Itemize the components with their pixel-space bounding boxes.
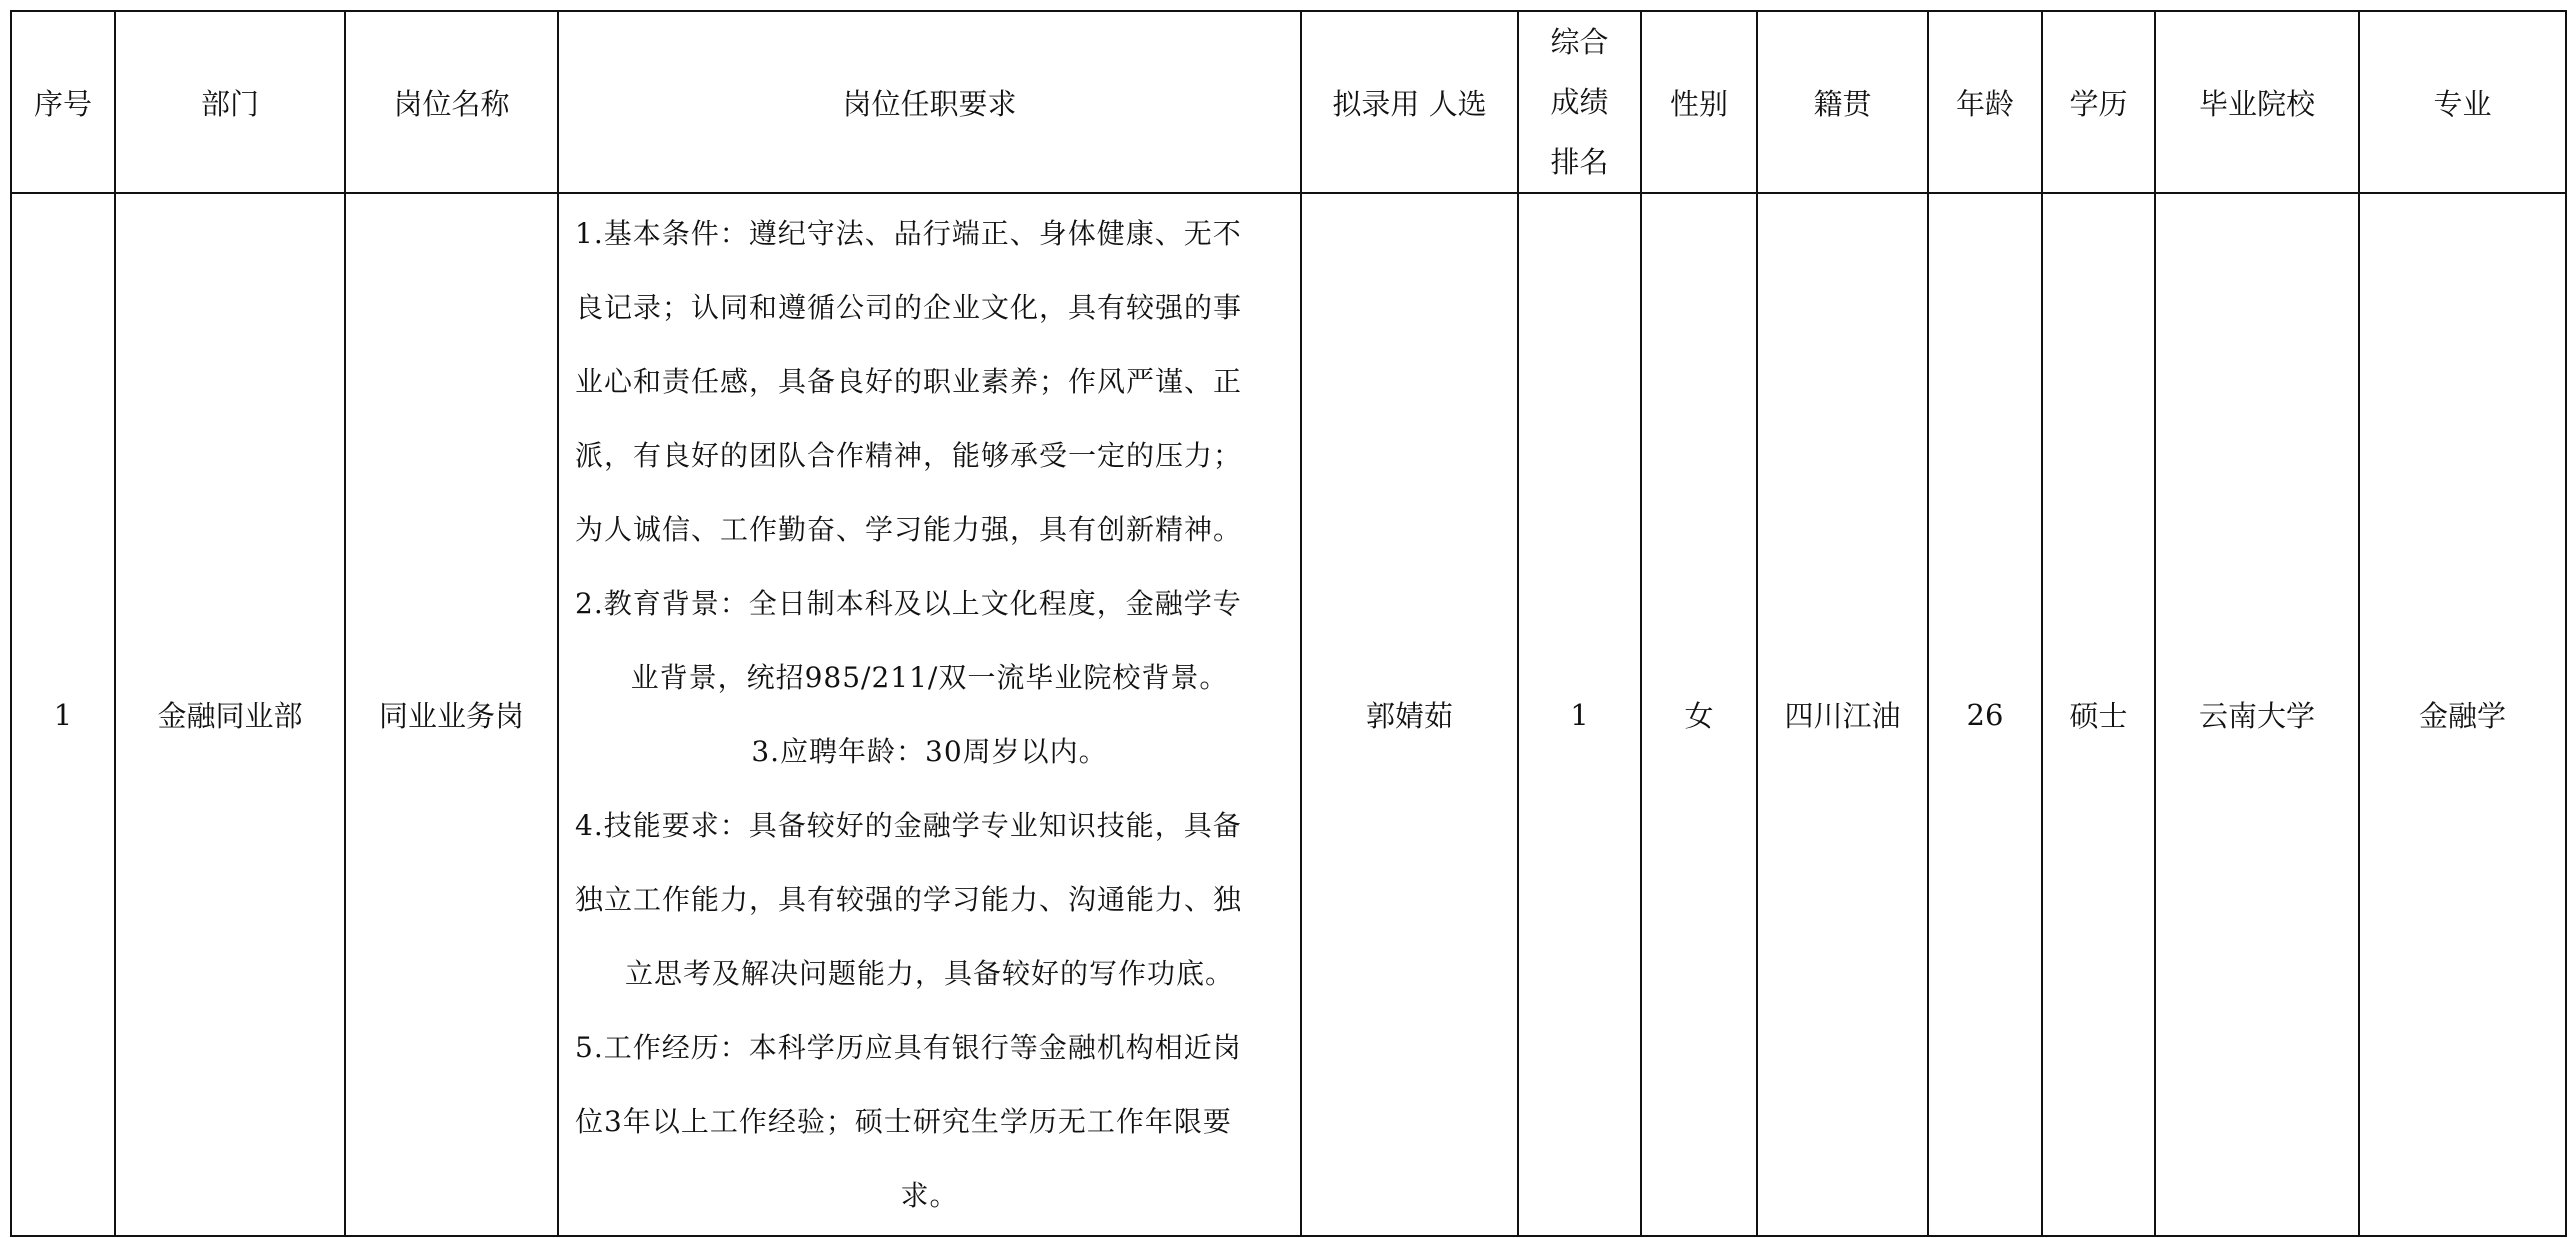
header-rank-line: 成绩 <box>1550 85 1609 119</box>
header-school: 毕业院校 <box>2155 11 2359 193</box>
cell-hometown: 四川江油 <box>1757 193 1928 1236</box>
cell-rank: 1 <box>1518 193 1641 1236</box>
cell-school: 云南大学 <box>2155 193 2359 1236</box>
header-position: 岗位名称 <box>345 11 558 193</box>
requirement-line: 1.基本条件：遵纪守法、品行端正、身体健康、无不 <box>575 216 1242 250</box>
cell-gender: 女 <box>1641 193 1757 1236</box>
cell-education: 硕士 <box>2042 193 2155 1236</box>
cell-index: 1 <box>11 193 115 1236</box>
cell-candidate: 郭婧茹 <box>1301 193 1518 1236</box>
header-age: 年龄 <box>1928 11 2042 193</box>
header-gender: 性别 <box>1641 11 1757 193</box>
cell-major: 金融学 <box>2359 193 2566 1236</box>
requirement-line: 2.教育背景：全日制本科及以上文化程度，金融学专 <box>575 586 1242 620</box>
requirement-line: 立思考及解决问题能力，具备较好的写作功底。 <box>624 956 1234 990</box>
header-rank <box>1518 11 1641 193</box>
requirement-line: 独立工作能力，具有较强的学习能力、沟通能力、独 <box>575 882 1243 916</box>
cell-department: 金融同业部 <box>115 193 345 1236</box>
table-row <box>11 193 2566 1236</box>
requirement-line: 业背景，统招985/211/双一流毕业院校背景。 <box>630 660 1229 694</box>
requirement-line: 3.应聘年龄：30周岁以内。 <box>751 734 1108 768</box>
cell-requirements <box>558 193 1301 1236</box>
header-requirements: 岗位任职要求 <box>558 11 1301 193</box>
requirement-line: 4.技能要求：具备较好的金融学专业知识技能，具备 <box>575 808 1242 842</box>
header-index: 序号 <box>11 11 115 193</box>
header-department: 部门 <box>115 11 345 193</box>
requirement-line: 位3年以上工作经验；硕士研究生学历无工作年限要 <box>575 1104 1232 1138</box>
header-candidate: 拟录用 人选 <box>1301 11 1518 193</box>
cell-age: 26 <box>1928 193 2042 1236</box>
header-rank-line: 排名 <box>1550 145 1609 179</box>
requirement-line: 良记录；认同和遵循公司的企业文化，具有较强的事 <box>575 290 1243 324</box>
header-education: 学历 <box>2042 11 2155 193</box>
requirement-line: 求。 <box>900 1178 959 1212</box>
requirement-line: 为人诚信、工作勤奋、学习能力强，具有创新精神。 <box>575 512 1243 546</box>
recruitment-table <box>10 10 2567 1237</box>
requirement-line: 业心和责任感，具备良好的职业素养；作风严谨、正 <box>575 364 1243 398</box>
cell-position: 同业业务岗 <box>345 193 558 1236</box>
header-rank-line: 综合 <box>1550 25 1609 59</box>
header-major: 专业 <box>2359 11 2566 193</box>
header-row <box>11 11 2566 193</box>
requirement-line: 派，有良好的团队合作精神，能够承受一定的压力； <box>575 438 1243 472</box>
requirement-line: 5.工作经历：本科学历应具有银行等金融机构相近岗 <box>575 1030 1242 1064</box>
header-hometown: 籍贯 <box>1757 11 1928 193</box>
